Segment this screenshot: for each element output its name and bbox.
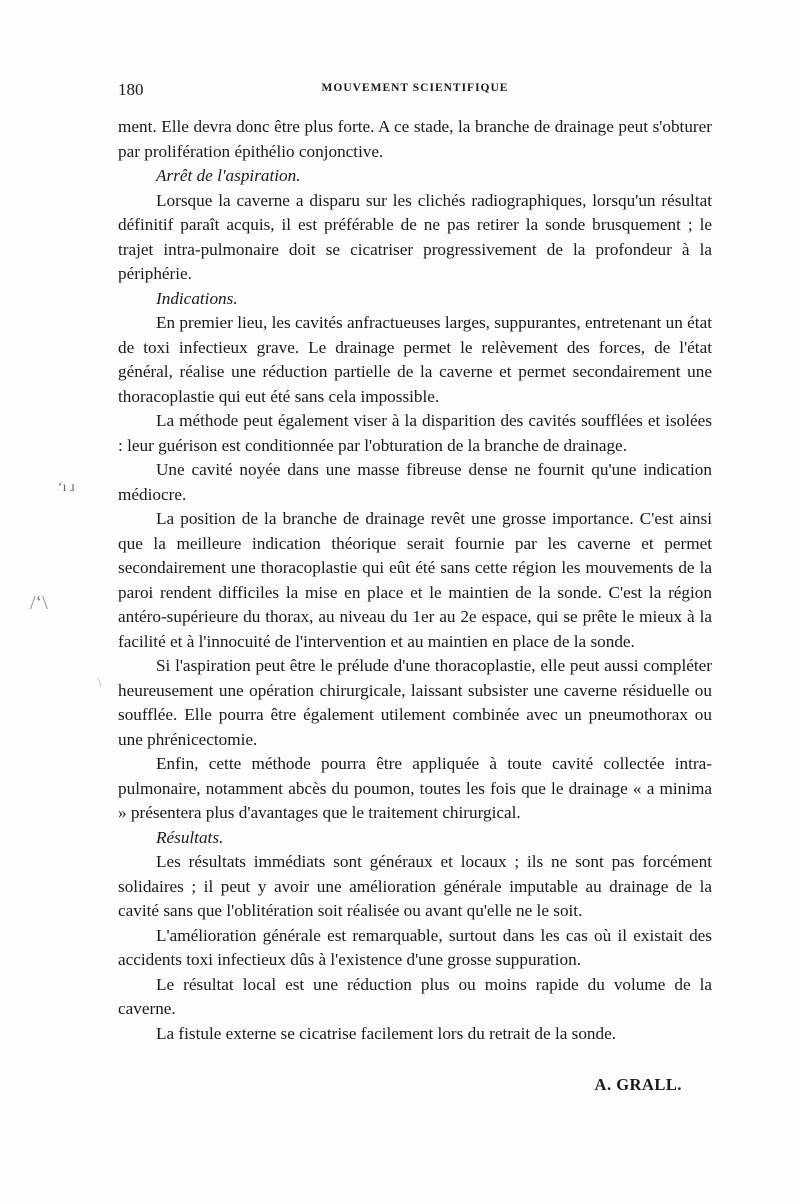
paragraph: Lorsque la caverne a disparu sur les clichés radiographiques, lorsqu'un résultat définitif paraît acquis, il est préférable de ne pas retirer la sonde brusquement ; le trajet intra-pulmonaire doit se cicatriser progressivement de la profondeur à la périphérie. (118, 190, 712, 283)
margin-mark: ʻı ɹ (58, 480, 75, 495)
paragraph: Les résultats immédiats sont généraux et locaux ; ils ne sont pas forcément solidaires ; il peut y avoir une amélioration générale imputable au drainage de la cavité sans que l'oblitération soit réalisée ou avant qu'elle ne le soit. (118, 852, 712, 920)
running-title: MOUVEMENT SCIENTIFIQUE (321, 82, 509, 94)
margin-mark: /ʻ\ (30, 592, 48, 614)
margin-mark: \ (98, 675, 102, 689)
paragraph: Une cavité noyée dans une masse fibreuse dense ne fournit qu'une indication médiocre. (118, 460, 712, 504)
section-heading-arret: Arrêt de l'aspiration. (156, 166, 301, 185)
section-heading-resultats: Résultats. (156, 827, 224, 847)
running-head (118, 80, 712, 100)
author-signature: A. GRALL. (594, 1075, 682, 1094)
paragraph: La fistule externe se cicatrise facilement lors du retrait de la sonde. (156, 1023, 617, 1043)
paragraph: La position de la branche de drainage revêt une grosse importance. C'est ainsi que la meilleure indication théorique serait fournie par les caverne et permet secondairement une thoracoplastie qui eût été sans cette région les mouvements de la paroi rendent difficiles la mise en place et le maintien de la sonde. C'est la région antéro-supérieure du thorax, au niveau du 1er au 2e espace, qui se prête le mieux à la facilité et à l'innocuité de l'intervention et au maintien en place de la sonde. (118, 509, 712, 651)
page-number: 180 (118, 80, 144, 99)
paragraph: Enfin, cette méthode pourra être appliquée à toute cavité collectée intra-pulmonaire, notamment abcès du poumon, toutes les fois que le drainage « a minima » présentera plus d'avantages que le traitement chirurgical. (118, 754, 712, 822)
body-text (118, 115, 712, 1046)
paragraph: L'amélioration générale est remarquable, surtout dans les cas où il existait des accidents toxi infectieux dûs à l'existence d'une grosse suppuration. (118, 925, 712, 969)
paragraph: Le résultat local est une réduction plus ou moins rapide du volume de la caverne. (118, 974, 712, 1018)
paragraph: En premier lieu, les cavités anfractueuses larges, suppurantes, entretenant un état de toxi infectieux grave. Le drainage permet le relèvement des forces, de l'état général, réalise une réduction partielle de la caverne et permet secondairement une thoracoplastie qui eut été sans cela impossible. (118, 313, 712, 406)
paragraph: ment. Elle devra donc être plus forte. A ce stade, la branche de drainage peut s'obturer par prolifération épithélio conjonctive. (118, 117, 712, 161)
section-heading-indications: Indications. (156, 288, 238, 308)
paragraph: Si l'aspiration peut être le prélude d'une thoracoplastie, elle peut aussi compléter heureusement une opération chirurgicale, laissant subsister une caverne résiduelle ou soufflée. Elle pourra être également utilement combinée avec un pneumothorax ou une phrénicectomie. (118, 656, 712, 749)
paragraph: La méthode peut également viser à la disparition des cavités soufflées et isolées : leur guérison est conditionnée par l'obturation de la branche de drainage. (118, 411, 712, 455)
